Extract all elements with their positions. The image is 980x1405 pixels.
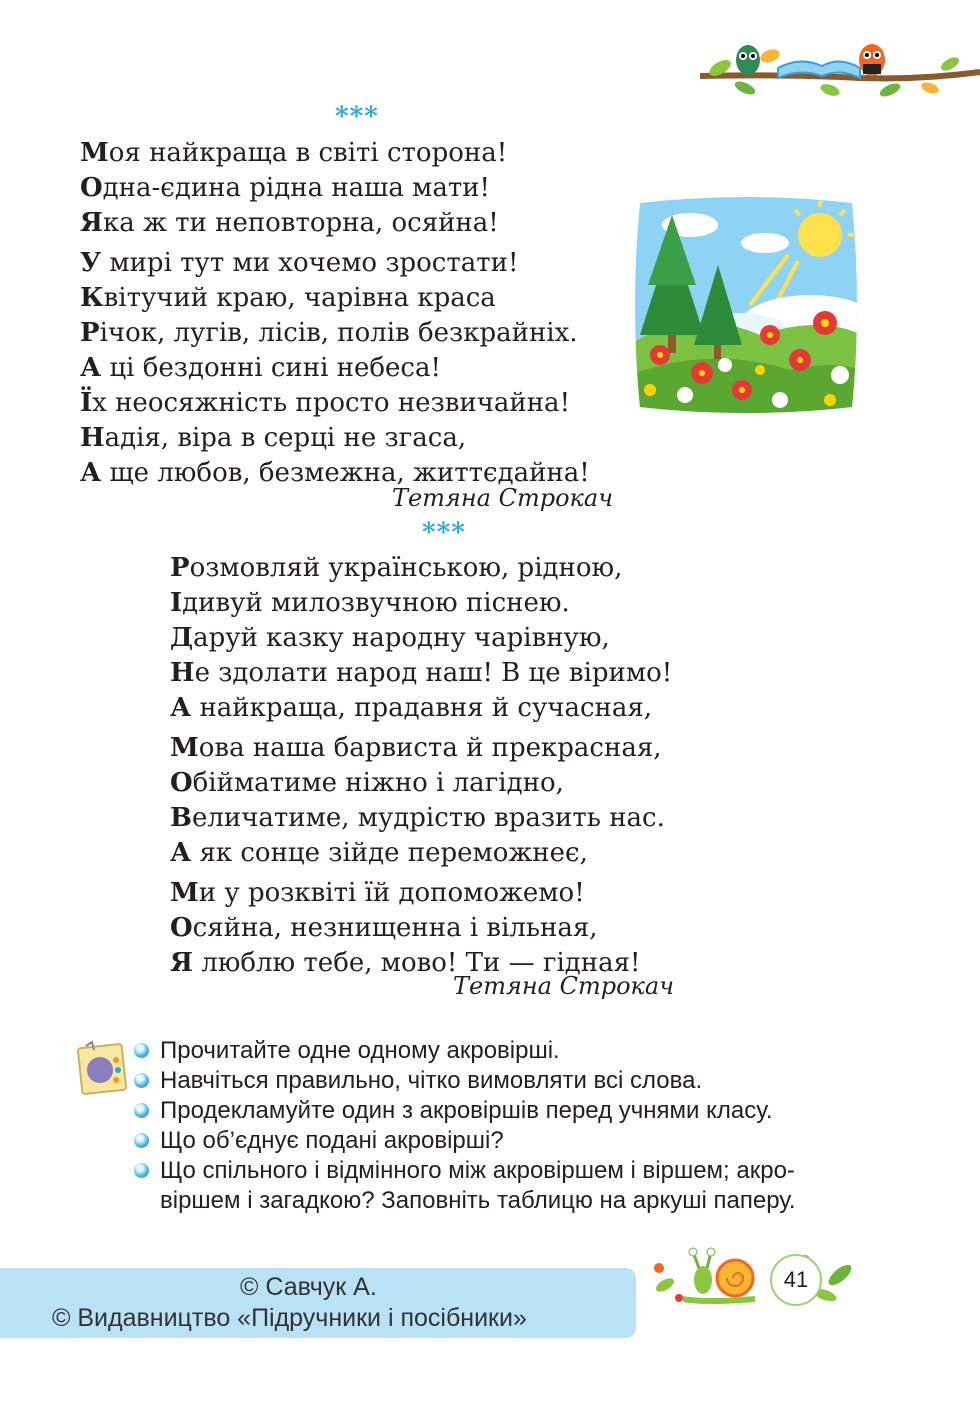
bullet-icon bbox=[134, 1073, 149, 1088]
acrostic-letter: Я bbox=[80, 208, 103, 238]
line-text: мирі тут ми хочемо зростати! bbox=[101, 248, 519, 278]
acrostic-letter: М bbox=[80, 138, 109, 168]
poem-line bbox=[170, 911, 672, 946]
acrostic-letter: М bbox=[170, 733, 199, 763]
poem1-author: Тетяна Строкач bbox=[392, 484, 614, 512]
poem-line bbox=[170, 836, 672, 871]
poem-line bbox=[80, 171, 590, 206]
line-text: адія, віра в серці не згаса, bbox=[104, 423, 467, 453]
task-item bbox=[134, 1126, 894, 1156]
task-note-icon bbox=[76, 1040, 130, 1096]
owls-branch-decoration-icon bbox=[700, 38, 980, 108]
line-text: ка ж ти неповторна, осяйна! bbox=[102, 208, 499, 238]
poem-line bbox=[80, 316, 590, 351]
acrostic-letter: О bbox=[170, 768, 193, 798]
poem-line bbox=[170, 766, 672, 801]
bullet-icon bbox=[134, 1163, 149, 1178]
line-text: дна-єдина рідна наша мати! bbox=[102, 173, 490, 203]
acrostic-letter: Д bbox=[170, 623, 194, 653]
bullet-icon bbox=[134, 1103, 149, 1118]
line-text: х неосяжність просто незвичайна! bbox=[92, 388, 571, 418]
task-text-line1: Що спільного і відмінного між акровіршем і віршем; акро- bbox=[160, 1157, 795, 1184]
task-list bbox=[134, 1036, 894, 1216]
poem-line bbox=[170, 731, 672, 766]
acrostic-letter: О bbox=[170, 913, 193, 943]
poem2-stars: *** bbox=[422, 518, 466, 548]
acrostic-letter: У bbox=[80, 248, 102, 278]
line-text: еличатиме, мудрістю вразить нас. bbox=[191, 803, 665, 833]
line-text: найкраща, прадавня й сучасная, bbox=[191, 693, 653, 723]
poem-line bbox=[80, 281, 590, 316]
task-text-line2: віршем і загадкою? Заповніть таблицю на аркуші паперу. bbox=[160, 1187, 796, 1214]
bullet-icon bbox=[134, 1043, 149, 1058]
line-text: сяйна, незнищенна і вільная, bbox=[192, 913, 598, 943]
line-text: бійматиме ніжно і лагідно, bbox=[192, 768, 564, 798]
line-text: ще любов, безмежна, життєдайна! bbox=[101, 458, 590, 488]
poem-line bbox=[80, 136, 590, 171]
acrostic-letter: А bbox=[170, 693, 192, 723]
snail-flowers-decoration-icon bbox=[645, 1240, 860, 1310]
acrostic-letter: В bbox=[170, 803, 192, 833]
task-text: Що об’єднує подані акровірші? bbox=[160, 1127, 504, 1154]
line-text: як сонце зійде переможнеє, bbox=[191, 838, 588, 868]
task-item bbox=[134, 1096, 894, 1126]
task-item bbox=[134, 1036, 894, 1066]
line-text: дивуй милозвучною піснею. bbox=[182, 588, 570, 618]
line-text: ічок, лугів, лісів, полів безкрайніх. bbox=[99, 318, 578, 348]
line-text: ці бездонні сині небеса! bbox=[101, 353, 441, 383]
page-number: 41 bbox=[770, 1254, 822, 1306]
line-text: и у розквіті їй допоможемо! bbox=[198, 878, 585, 908]
poem1 bbox=[80, 136, 590, 491]
line-text: вітучий краю, чарівна краса bbox=[103, 283, 496, 313]
acrostic-letter: Н bbox=[80, 423, 105, 453]
poem-line bbox=[170, 876, 672, 911]
poem-line bbox=[170, 656, 672, 691]
line-text: е здолати народ наш! В це віримо! bbox=[194, 658, 673, 688]
spring-landscape-illustration bbox=[630, 195, 862, 417]
poem-line bbox=[170, 801, 672, 836]
acrostic-letter: І bbox=[170, 588, 183, 618]
poem-line bbox=[80, 206, 590, 241]
acrostic-letter: О bbox=[80, 173, 103, 203]
bullet-icon bbox=[134, 1133, 149, 1148]
task-item bbox=[134, 1156, 894, 1216]
task-text: Прочитайте одне одному акровірші. bbox=[160, 1037, 560, 1064]
poem-line bbox=[170, 586, 672, 621]
copyright-publisher: © Видавництво «Підручники і посібники» bbox=[52, 1304, 527, 1332]
poem1-stars: *** bbox=[335, 102, 379, 132]
poem2-author: Тетяна Строкач bbox=[453, 972, 675, 1000]
task-text: Продекламуйте один з акровіршів перед учнями класу. bbox=[160, 1097, 773, 1124]
poem-line bbox=[170, 551, 672, 586]
line-text: озмовляй українською, рідною, bbox=[189, 553, 623, 583]
line-text: аруй казку народну чарівную, bbox=[193, 623, 610, 653]
line-text: люблю тебе, мово! Ти — гідная! bbox=[192, 948, 641, 978]
acrostic-letter: К bbox=[80, 283, 104, 313]
task-text: Навчіться правильно, чітко вимовляти всі слова. bbox=[160, 1067, 703, 1094]
poem-line bbox=[80, 351, 590, 386]
acrostic-letter: Ї bbox=[80, 388, 93, 418]
poem-line bbox=[170, 621, 672, 656]
poem-line bbox=[170, 691, 672, 726]
acrostic-letter: А bbox=[80, 353, 102, 383]
line-text: оя найкраща в світі сторона! bbox=[108, 138, 508, 168]
acrostic-letter: Н bbox=[170, 658, 195, 688]
poem2 bbox=[170, 551, 672, 981]
acrostic-letter: Р bbox=[80, 318, 100, 348]
acrostic-letter: Р bbox=[170, 553, 190, 583]
acrostic-letter: Я bbox=[170, 948, 193, 978]
poem-line bbox=[80, 421, 590, 456]
acrostic-letter: М bbox=[170, 878, 199, 908]
acrostic-letter: А bbox=[170, 838, 192, 868]
poem-line bbox=[80, 386, 590, 421]
line-text: ова наша барвиста й прекрасная, bbox=[198, 733, 662, 763]
task-item bbox=[134, 1066, 894, 1096]
copyright-author: © Савчук А. bbox=[240, 1273, 377, 1301]
poem-line bbox=[80, 246, 590, 281]
acrostic-letter: А bbox=[80, 458, 102, 488]
